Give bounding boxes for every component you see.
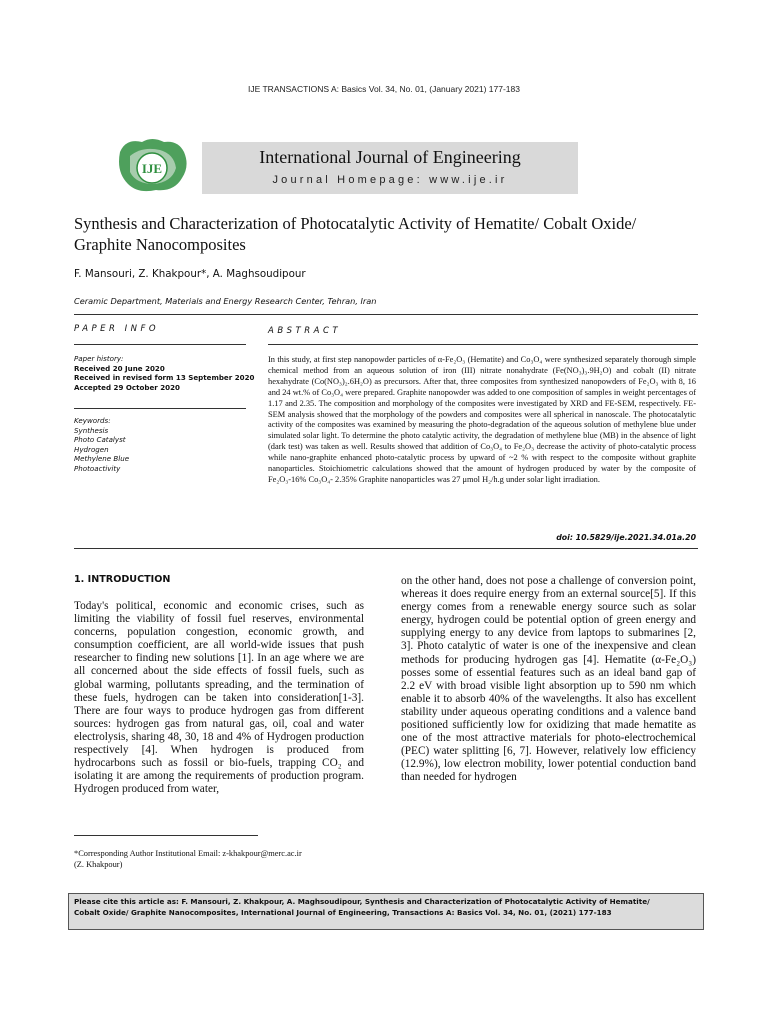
citation-line-1: Please cite this article as: F. Mansouri, Z. Khakpour, A. Maghsoudipour, Synthesis and Characterization of Photocatalytic Activity of Hematite/ xyxy=(74,897,650,906)
journal-banner xyxy=(72,132,578,196)
abstract-heading: ABSTRACT xyxy=(268,326,342,336)
corresponding-author-footnote xyxy=(74,848,374,870)
revised-date: Received in revised form 13 September 2020 xyxy=(74,373,255,383)
keyword: Hydrogen xyxy=(74,444,109,454)
affiliation: Ceramic Department, Materials and Energy Research Center, Tehran, Iran xyxy=(74,296,377,306)
keyword: Methylene Blue xyxy=(74,454,130,464)
article-title xyxy=(74,213,714,255)
received-date: Received 20 June 2020 xyxy=(74,363,165,373)
journal-title-box xyxy=(202,142,578,194)
journal-homepage: Journal Homepage: www.ije.ir xyxy=(272,174,508,186)
accepted-date: Accepted 29 October 2020 xyxy=(74,382,180,392)
abstract-text: In this study, at first step nanopowder particles of α-Fe₂O₃ (Hematite) and Co₃O₄ were synthesized separately thorough simple chemical method from an aqueous solution of iron (III) nitrate nonahydrate (Fe(NO₃)₃.9H₂O) and cobalt (II) nitrate hexahydrate (Co(NO₃)₂.6H₂O) as precursors. After that, three composites from synthesized nanopowders of Fe₂O₃ with 8, 16 and 24 wt.% of Co₃O₄ were prepared. Graphite nanopowder was added to one composition of samples in weight percentages of 1.17 and 2.35. The composition and morphology of the composites were investigated by XRD and FE-SEM, respectively. FE-SEM analysis showed that the morphology of the powders and composites were all spherical in nanoscale. The photocatalytic activity of the composites was examined by measuring the photo-degradation of the aqueous solution of methylene blue under simulated solar light. To determine the photo catalytic activity, the degradation of methylene blue (MB) in the absence of light (dark test) was taken as well. Results showed that addition of Co₃O₄ to Fe₂O₃ decrease the activity of photo-catalytic process while nano-graphite enhanced photo-catalytic process by upward of ~2 % with respect to the composite without graphite nanoparticles. Stoichiometric calculations showed that the amount of hydrogen produced by water by the composite of Fe₂O₃-16% Co₃O₄- 2.35% Graphite nanoparticles was 27 μmol H₂/h.g under solar light irradiation. xyxy=(268,355,696,484)
paper-history xyxy=(74,354,254,392)
divider-abstract xyxy=(268,344,698,345)
keywords-block xyxy=(74,416,129,474)
title-line-1: Synthesis and Characterization of Photocatalytic Activity of Hematite/ Cobalt Oxide/ xyxy=(74,214,637,233)
history-label: Paper history: xyxy=(74,354,124,363)
footnote-rule xyxy=(74,835,258,836)
footnote-line-1: *Corresponding Author Institutional Email: z-khakpour@merc.ac.ir xyxy=(74,849,302,858)
logo-text: IJE xyxy=(141,161,163,176)
journal-name: International Journal of Engineering xyxy=(259,147,521,167)
divider-top xyxy=(74,314,698,315)
body-column-right: on the other hand, does not pose a challenge of conversion point, whereas it does require energy from an external source[5]. If this energy comes from a renewable energy source such as solar energy, hydrogen could be potential option of green energy and supplying energy to any device from laptops to submarines [2, 3]. Photo catalytic of water is one of the inexpensive and clean methods for producing hydrogen gas [4]. Hematite (α-Fe₂O₃) posses some of essential features such as an ideal band gap of 2.2 eV with broad visible light absorption up to 590 nm which enable it to absorb 40% of the wavelengths. It also has excellent stability under aqueous operating conditions and a valence band positioned sufficiently low for oxidizing that made hematite as one of the most attractive materials for photo-electrochemical (PEC) water splitting [6, 7]. However, relatively low efficiency (12.9%), low electron mobility, lower potential conduction band than needed for hydrogen xyxy=(401,575,696,784)
keyword: Synthesis xyxy=(74,425,109,435)
authors: F. Mansouri, Z. Khakpour*, A. Maghsoudipour xyxy=(74,268,306,280)
running-head: IJE TRANSACTIONS A: Basics Vol. 34, No. 01, (January 2021) 177-183 xyxy=(248,84,520,94)
body-column-left: Today's political, economic and economic crises, such as limiting the viability of fossil fuel reserves, environmental concerns, population congestion, economic growth, and consumption coefficient, are all world-wide issues that push researcher to finding new solutions [1]. In an age where we are all concerned about the side effects of fossil fuels, such as global warming, pollutants spreading, and the termination of these fuels, hydrogen can be taken into consideration[1-3]. There are four ways to produce hydrogen gas from different sources: hydrogen gas from natural gas, oil, coal and water electrolysis, sharing 48, 30, 18 and 4% of Hydrogen production respectively [4]. When hydrogen is produced from hydrocarbons such as fossil or bio-fuels, trapping CO₂ and isolating it are among the requirements of production program. Hydrogen produced from water, xyxy=(74,600,364,796)
intro-heading: 1. INTRODUCTION xyxy=(74,574,171,585)
keyword: Photoactivity xyxy=(74,463,121,473)
doi-link[interactable]: doi: 10.5829/ije.2021.34.01a.20 xyxy=(556,533,696,542)
paper-info-heading: PAPER INFO xyxy=(74,324,160,334)
keyword: Photo Catalyst xyxy=(74,435,126,445)
keywords-label: Keywords: xyxy=(74,416,111,425)
divider-info xyxy=(74,344,246,345)
footnote-line-2: (Z. Khakpour) xyxy=(74,860,123,869)
ije-logo-icon xyxy=(112,132,192,196)
citation-line-2: Cobalt Oxide/ Graphite Nanocomposites, International Journal of Engineering, Transactions A: Basics Vol. 34, No. 01, (2021) 177-183 xyxy=(74,907,612,917)
divider-bottom xyxy=(74,548,698,549)
title-line-2: Graphite Nanocomposites xyxy=(74,235,246,254)
divider-keywords xyxy=(74,408,246,409)
citation-box xyxy=(68,893,704,930)
